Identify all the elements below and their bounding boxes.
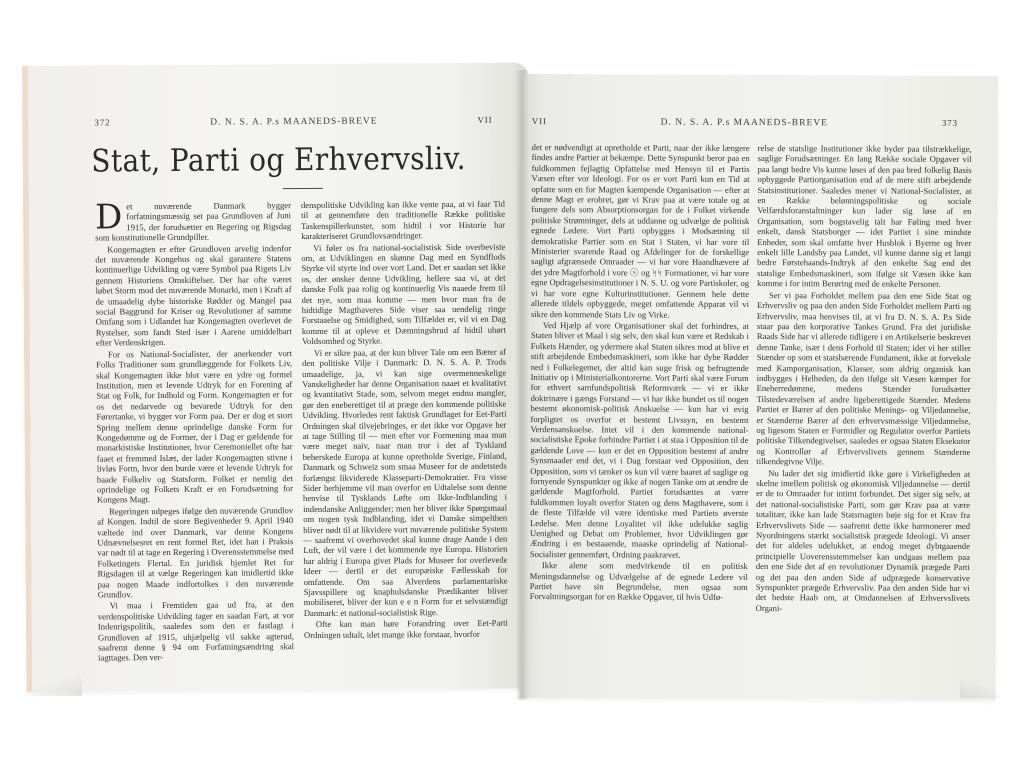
paragraph: denspolitiske Udvikling kan ikke vente paa, at vi faar Tid til at gennemføre den traditionelle Række politiske Taskenspillerkunster, som hidtil i vor Historie har karakteriseret Grundlovsændringer. [300, 198, 506, 242]
page-number: 372 [94, 117, 111, 128]
book-gutter [515, 70, 529, 700]
page-corner-curl [960, 670, 1000, 698]
text-column-2 [301, 199, 508, 641]
volume-number: VII [477, 114, 493, 125]
paragraph: relse de statslige Institutioner ikke byder paa tilstrækkelige, saglige Forudsætninger. En lang Række sociale Opgaver vil paa langt bedre Vis kunne løses af den paa bred folkelig Basis opbyggede Partiorganisation end af de mere stift arbejdende Statsinstitutioner. Saaledes mener vi National-Socialister, at en Række belønningspolitiske og sociale Velfærdsforanstaltninger kun lader sig løse af en Organisation, som bogstavelig talt har Føling med hver enkelt, dansk Statsborger — idet Partiet i sine mindste Enheder, som skal omfatte hver Husblok i Byerne og hver enkelt lille Landsby paa Landet, vil kunne danne sig et langt bedre Førstehaands-Indtryk af den enkelte Sag end det statslige Embedsmaskineri, som ifølge sit Væsen ikke kan komme i for intim Berøring med de enkelte Personer. [757, 143, 972, 290]
text-column-1 [530, 142, 750, 604]
paragraph: Ved Hjælp af vore Organisationer skal det forhindres, at Staten bliver et Maal i sig selv, den skal kun være et Redskab i Folkets Hænder, og ydermere skal Staten sikres mod at blive et stift arbejdende Embedsmaskineri, som ikke har dybe Rødder ned i Folkelegemet, der altid kan suge frisk og befrugtende Initiativ op i Ministerialkontorerne. Vort Parti skal være Forum for ethvert samfundspolitisk Reformværk — vi er ikke doktrinære i gængs Forstand — vi har ikke bundet os til nogen bestemt økonomisk-politisk Anskuelse — kun har vi evig forpligtet os overfor et bestemt Livssyn, en bestemt Verdensanskuelse. Intet vil i den kommende national-socialistiske Epoke forhindre Partiet i at staa i Opposition til de gældende Love — kun er det en Opposition bestemt af andre Synsmaader end det, vi i Dag forstaar ved Opposition, den Opposition, som vi tænker os kun vil være baaret af saglige og fornyende Synspunkter og ikke af nogen Tanke om at ændre de gældende Magtforhold. Partiet forudsættes at være fuldkommen loyalt overfor Staten og dens Magthavere, som i de fleste Tilfælde vil være identiske med Partiets øverste Ledelse. Men denne Loyalitet vil ikke udelukke saglig Uenighed og Debat om Problemer, hvor Udviklingen gør Ændring i en bestaaende, maaske oprindelig af National-Socialister gennemført, Ordning paakrævet. [529, 319, 749, 560]
paragraph: det er nødvendigt at opretholde et Parti, naar der ikke længere findes andre Partier at bekæmpe. Dette Synspunkt beror paa en fuldkommen fejlagtig Opfattelse med Hensyn til et Partis Væsen efter vor Ideologi. For os er vort Parti kun en Tid at opfatte som en for Magten kæmpende Organisation — efter at denne Magt er erobret, gør vi Krav paa at være totale og at fungere dels som Absorptionsorgan for de i Folket virkende politiske Strømninger, dels at uddanne og udvælge de politisk egnede Ledere. Vort Parti opbygges i Modsætning til demokratiske Partier som en Stat i Staten, vi har vore til Ministerier svarende Raad og Afdelinger for de forskellige sagligt afgrænsede Omraader — vi har vore Haandhævere af det ydre Magtforhold i vore ⓢ og ᛋᛋ Formationer, vi har vore egne Opdragelsesinstitutioner i N. S. U. og vore Partiskoler, og vi har vore egne Kulturinstitutioner. Gennem hele dette allerede tildels opbyggede, meget omfattende Apparat vil vi sikre den kommende Stats Liv og Virke. [530, 142, 750, 320]
paragraph: Regeringen udpeges ifølge den nuværende Grundlov af Kongen. Indtil de store Begivenheder 9. April 1940 væltede ind over Danmark, var denne Kongens Udnævnelsesret en rent formel Ret, idet han i Praksis var nødt til at tage en Regering i Overensstemmelse med Folketingets Flertal. En juridisk hjemlet Ret for Rigsdagen til at vælge Regeringen kan imidlertid ikke paa nogen Maade indfortolkes i den nuværende Grundlov. [97, 504, 294, 600]
page-number: 373 [941, 117, 958, 128]
running-title: D. N. S. A. P.s MAANEDS-BREVE [210, 116, 378, 128]
drop-cap: D [94, 197, 123, 238]
title-divider [283, 188, 323, 189]
running-title: D. N. S. A. P.s MAANEDS-BREVE [660, 117, 828, 129]
paragraph: Ser vi paa Forholdet mellem paa den ene Side Stat og Erhvervsliv og paa den anden Side Forholdet mellem Parti og Erhvervsliv, maa henvises til, at vi fra D. N. S. A. P.s Side staar paa den korporative Tankes Grund. Fra det juridiske Raads Side har vi allerede tidligere i en Artikelserie beskrevet denne Tanke, især i dens Forhold til Staten; idet vi her stiller Stænder op som et statsbærende Fundament, ikke at forveksle med Kamporganisation, Klasser, som aldrig organisk kan indbygges i Helheden, da den ifølge sit Væsen kæmper for Eneherredømme, medens Stænder forudsætter Tilstedeværelsen af andre ligeberettigede Stænder. Medens Partiet er Bærer af den politiske Menings- og Viljedannelse, er Stænderne Bærer af den erhvervsmæssige Viljedannelse, og ligesom Staten er Formidler og Regulator overfor Partiets politiske Tilkendegivelser, saaledes er ogsaa Staten Eksekutor og Kontrollør af Erhvervslivets gennem Stænderne tilkendegivne Vilje. [756, 289, 972, 467]
paragraph: Kongemagten er efter Grundloven arvelig indenfor det nuværende Kongehus og skal garantere Statens kontinuerlige Udvikling og være Symbol paa Rigets Liv gennem Historiens Omskiftelser. Der har ofte været løbet Storm mod det nuværende Monarki, men i Kraft af de umaadelig dybe historiske Rødder og Mangel paa social Baggrund for Kriser og Revolutioner af samme Omfang som i Udlandet har Kongemagten overlevet de Rystelser, som fandt Sted især i Aarene umiddelbart efter Verdenskrigen. [95, 242, 292, 348]
text-column-2 [756, 143, 972, 615]
paragraph: For os National-Socialister, der anerkender vort Folks Traditioner som grundlæggende for Folkets Liv, skal Kongemagten ikke blot være en ydre og formel Institution, men et levende Udtryk for en Forening af Stat og Folk, for Indhold og Form. Kongemagten er for os det nedarvede og bevarede Udtryk for den Førertanke, vi bygger vor Form paa. Der er dog et stort Spring mellem denne oprindelige danske Form for Kongedømme og de Former, der i Dag er gældende for monarkistiske Institutioner, hvor Ceremoniellet ofte har faaet et fremmed Islæt, der lader Kongemagten stivne i livløs Form, hvor den burde være et levende Udtryk for baade Folkeliv og Statsform. Folket er nemlig det oprindelige og Folkets Kraft er en Forudsætning for Kongens Magt. [96, 347, 293, 505]
right-page [519, 74, 998, 700]
paragraph: Vi føler os fra national-socialistisk Side overbeviste om, at Udviklingen en skønne Dag med en Syndflods Styrke vil styrte ind over vort Land. Det er saadan set ikke os, der ønsker denne Udvikling, hellere saa vi, at det danske Folk paa rolig og kontinuerlig Vis naaede frem til det nye, som maa komme — men hvor man fra de hidtidige Magthaveres Side viser saa uendelig ringe Forstaaelse og Smidighed, som Tilfældet er, vil vi en Dag komme til at opleve et Dæmningsbrud af hidtil uhørt Voldsomhed og Styrke. [301, 241, 506, 347]
paragraph: Nu lader det sig imidlertid ikke gøre i Virkeligheden at skelne imellem politisk og økonomisk Viljedannelse — dertil er de to Omraader for intimt forbundet. Det siger sig selv, at det national-socialistiske Parti, som gør Krav paa at være totalitær, ikke kan lade Statsmagten bøje sig for et Krav fra Erhvervslivets Side — saafremt dette ikke harmonerer med Nyordningens stærkt socialistisk prægede Ideologi. Vi anser det for aldeles udelukket, at endog meget dybtgaaende principielle Uoverensstemmelser kan undgaas mellem paa den ene Side det af en revolutionær Dynamik prægede Parti og det paa den anden Side af udprægede konservative Synspunkter prægede Erhvervsliv. Paa den anden Side har vi det bedste Haab om, at Omdannelsen af Erhvervslivets Organi- [755, 467, 971, 614]
paragraph: Ikke alene som medvirkende til en politisk Meningsdannelse og Udvælgelse af de egnede Ledere vil Partiet have sin Begrundelse, men ogsaa som Forvaltningsorgan for en Række Opgaver, til hvis Udfø- [529, 560, 748, 603]
volume-number: VII [531, 116, 547, 127]
running-header [522, 116, 998, 129]
paragraph: Vi er sikre paa, at der kun bliver Tale om een Bærer af den politiske Vilje i Danmark: D. N. S. A. P. Trods umaadelige, ja, vi kan sige overmenneskelige Vanskeligheder har denne Organisation naaet et kvalitativt og kvantitativt Stade, som, selvom meget endnu mangler, gør den eneberettiget til at præge den kommende politiske Udvikling. Hvorledes rent faktisk Grundlaget for Eet-Parti Ordningen skal tilvejebringes, er det ikke vor Opgave her at tage Stilling til — men efter vor Formening maa man være meget naiv, naar man tror i det af Tyskland beherskede Europa at kunne opretholde Sverige, Finland, Danmark og Schweiz som smaa Museer for de andetsteds forlængst likviderede Klasseparti-Demokratier. Fra visse Sider herhjemme vil man overfor en Udtalelse som denne henvise til Tysklands Løfte om Ikke-Indblanding i indendanske Anliggender; men her bliver ikke Spørgsmaal om nogen tysk Indblanding, idet vi Danske simpelthen bliver nødt til at likvidere vort nuværende politiske System — saafremt vi overhovedet skal kunne drage Aande i den Luft, der vil være i det kommende nye Europa. Historien har aldrig i Europa givet Plads for Museer for overlevede Ideer — dertil er det europæiske Fællesskab for omfattende. Om saa Alverdens parlamentariske Sjavsspillere og knaphulsdanske Prædikanter bliver mobiliseret, bliver der kun e e n Form for et selvstændigt Danmark: et national-socialistisk Rige. [302, 346, 508, 618]
paragraph: Vi maa i Fremtiden gaa ud fra, at den verdenspolitiske Udvikling tager en saadan Fart, at vor Indenrigspolitik, saaledes som den er fastlagt i Grundloven af 1915, uhjælpelig vil sakke agterud, saafremt denne § 94 om Forfatningsændring skal iagttages. Den ver- [97, 599, 295, 663]
paragraph: Det nuværende Danmark bygger forfatningsmæssig set paa Grundloven af Juni 1915, der forudsætter en Regering og Rigsdag som konstitutionelle Grundpiller. [94, 197, 292, 243]
text-column-1 [94, 197, 295, 664]
article-title: Stat, Parti og Erhvervsliv. [91, 140, 467, 180]
paragraph: Ofte kan man høre Forandring over Eet-Parti Ordningen udtalt, idet mange ikke forstaar, hvorfor [303, 617, 508, 640]
left-page [22, 62, 532, 692]
running-header [28, 114, 528, 128]
page-corner-curl [22, 670, 82, 696]
